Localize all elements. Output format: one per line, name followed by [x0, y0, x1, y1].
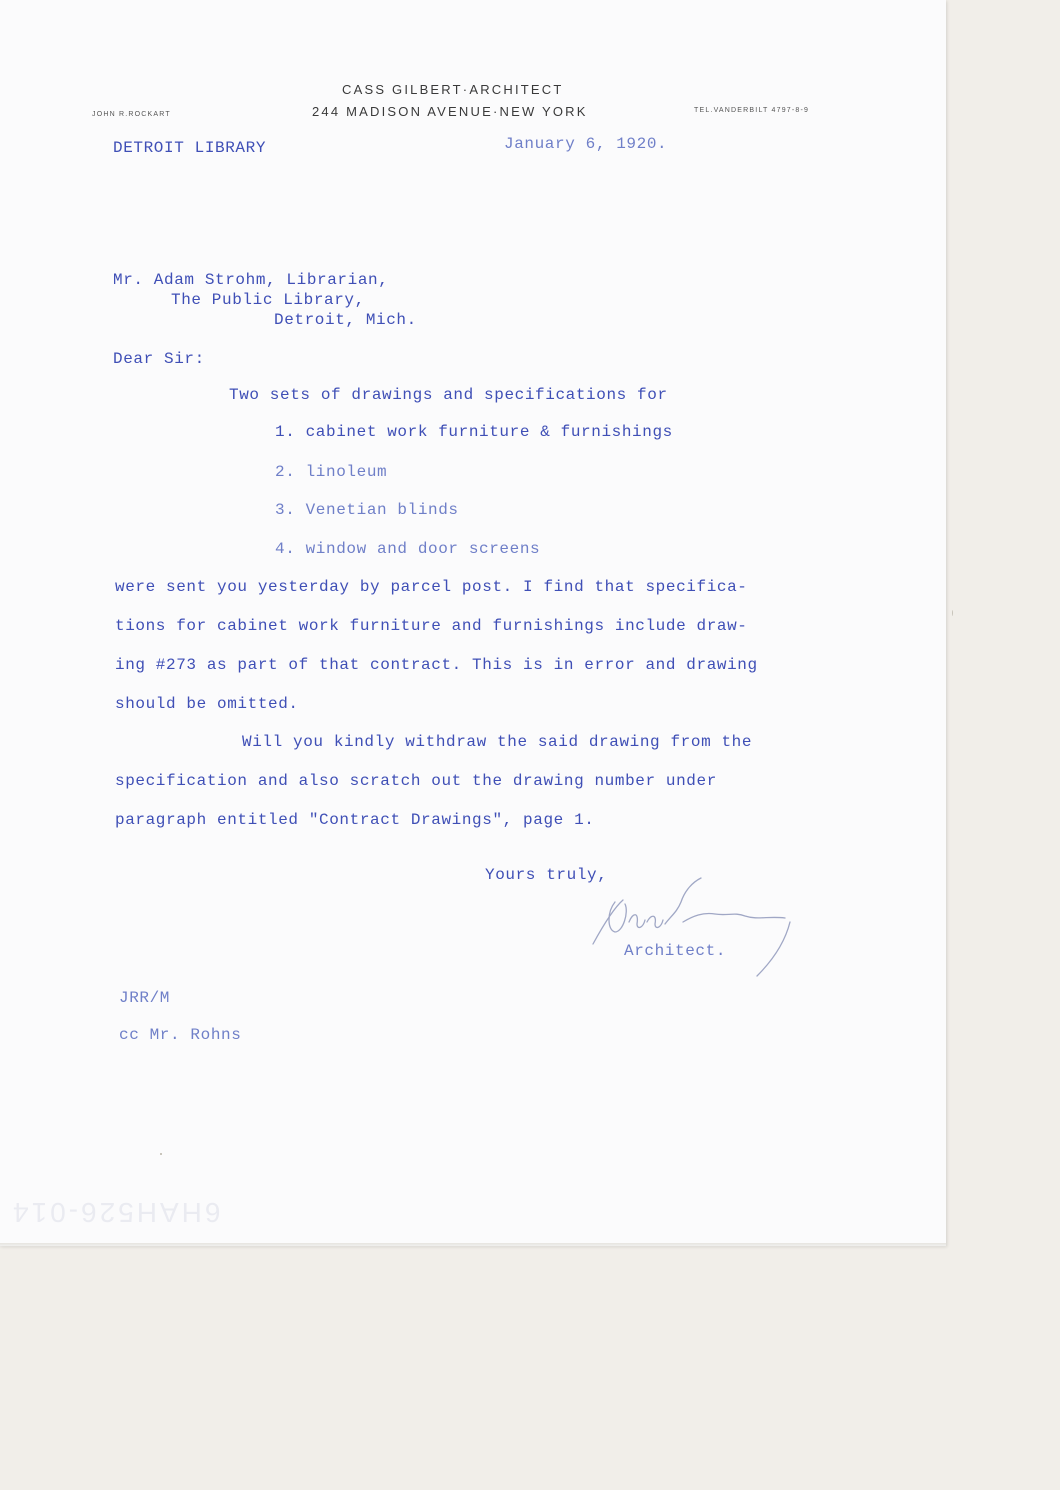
recipient-line-1: Mr. Adam Strohm, Librarian,: [113, 271, 389, 289]
list-item: 2. linoleum: [275, 463, 388, 481]
archive-stamp-bleedthrough: 6HAH526-014: [10, 1197, 221, 1228]
list-item: 1. cabinet work furniture & furnishings: [275, 423, 673, 441]
salutation: Dear Sir:: [113, 350, 205, 368]
body-line: were sent you yesterday by parcel post. I find that specifica-: [115, 578, 748, 596]
letterhead-firm: CASS GILBERT·ARCHITECT: [342, 82, 564, 97]
signature-title: Architect.: [624, 942, 727, 960]
letterhead-telephone: TEL.VANDERBILT 4797-8-9: [694, 107, 810, 114]
body-line: tions for cabinet work furniture and furnishings include draw-: [115, 617, 748, 635]
handwritten-signature: [585, 872, 795, 982]
body-line: specification and also scratch out the drawing number under: [115, 772, 717, 790]
body-line: ing #273 as part of that contract. This is in error and drawing: [115, 656, 758, 674]
reference-initials: JRR/M: [119, 989, 171, 1007]
paper-speck: [952, 610, 953, 616]
cc-line: cc Mr. Rohns: [119, 1026, 242, 1044]
subject-line: DETROIT LIBRARY: [113, 139, 267, 157]
letter-date: January 6, 1920.: [504, 135, 668, 153]
recipient-line-2: The Public Library,: [171, 291, 365, 309]
list-item: 3. Venetian blinds: [275, 501, 459, 519]
body-line: Will you kindly withdraw the said drawing from the: [242, 733, 753, 751]
body-line: should be omitted.: [115, 695, 299, 713]
letterhead-left-name: JOHN R.ROCKART: [92, 111, 171, 118]
recipient-line-3: Detroit, Mich.: [274, 311, 417, 329]
letterhead-address: 244 MADISON AVENUE·NEW YORK: [312, 104, 588, 119]
body-line: paragraph entitled "Contract Drawings", page 1.: [115, 811, 595, 829]
closing: Yours truly,: [485, 866, 608, 884]
intro-line: Two sets of drawings and specifications for: [229, 386, 668, 404]
list-item: 4. window and door screens: [275, 540, 541, 558]
page-edge-shadow: [0, 1243, 946, 1249]
paper-speck: [160, 1153, 162, 1155]
